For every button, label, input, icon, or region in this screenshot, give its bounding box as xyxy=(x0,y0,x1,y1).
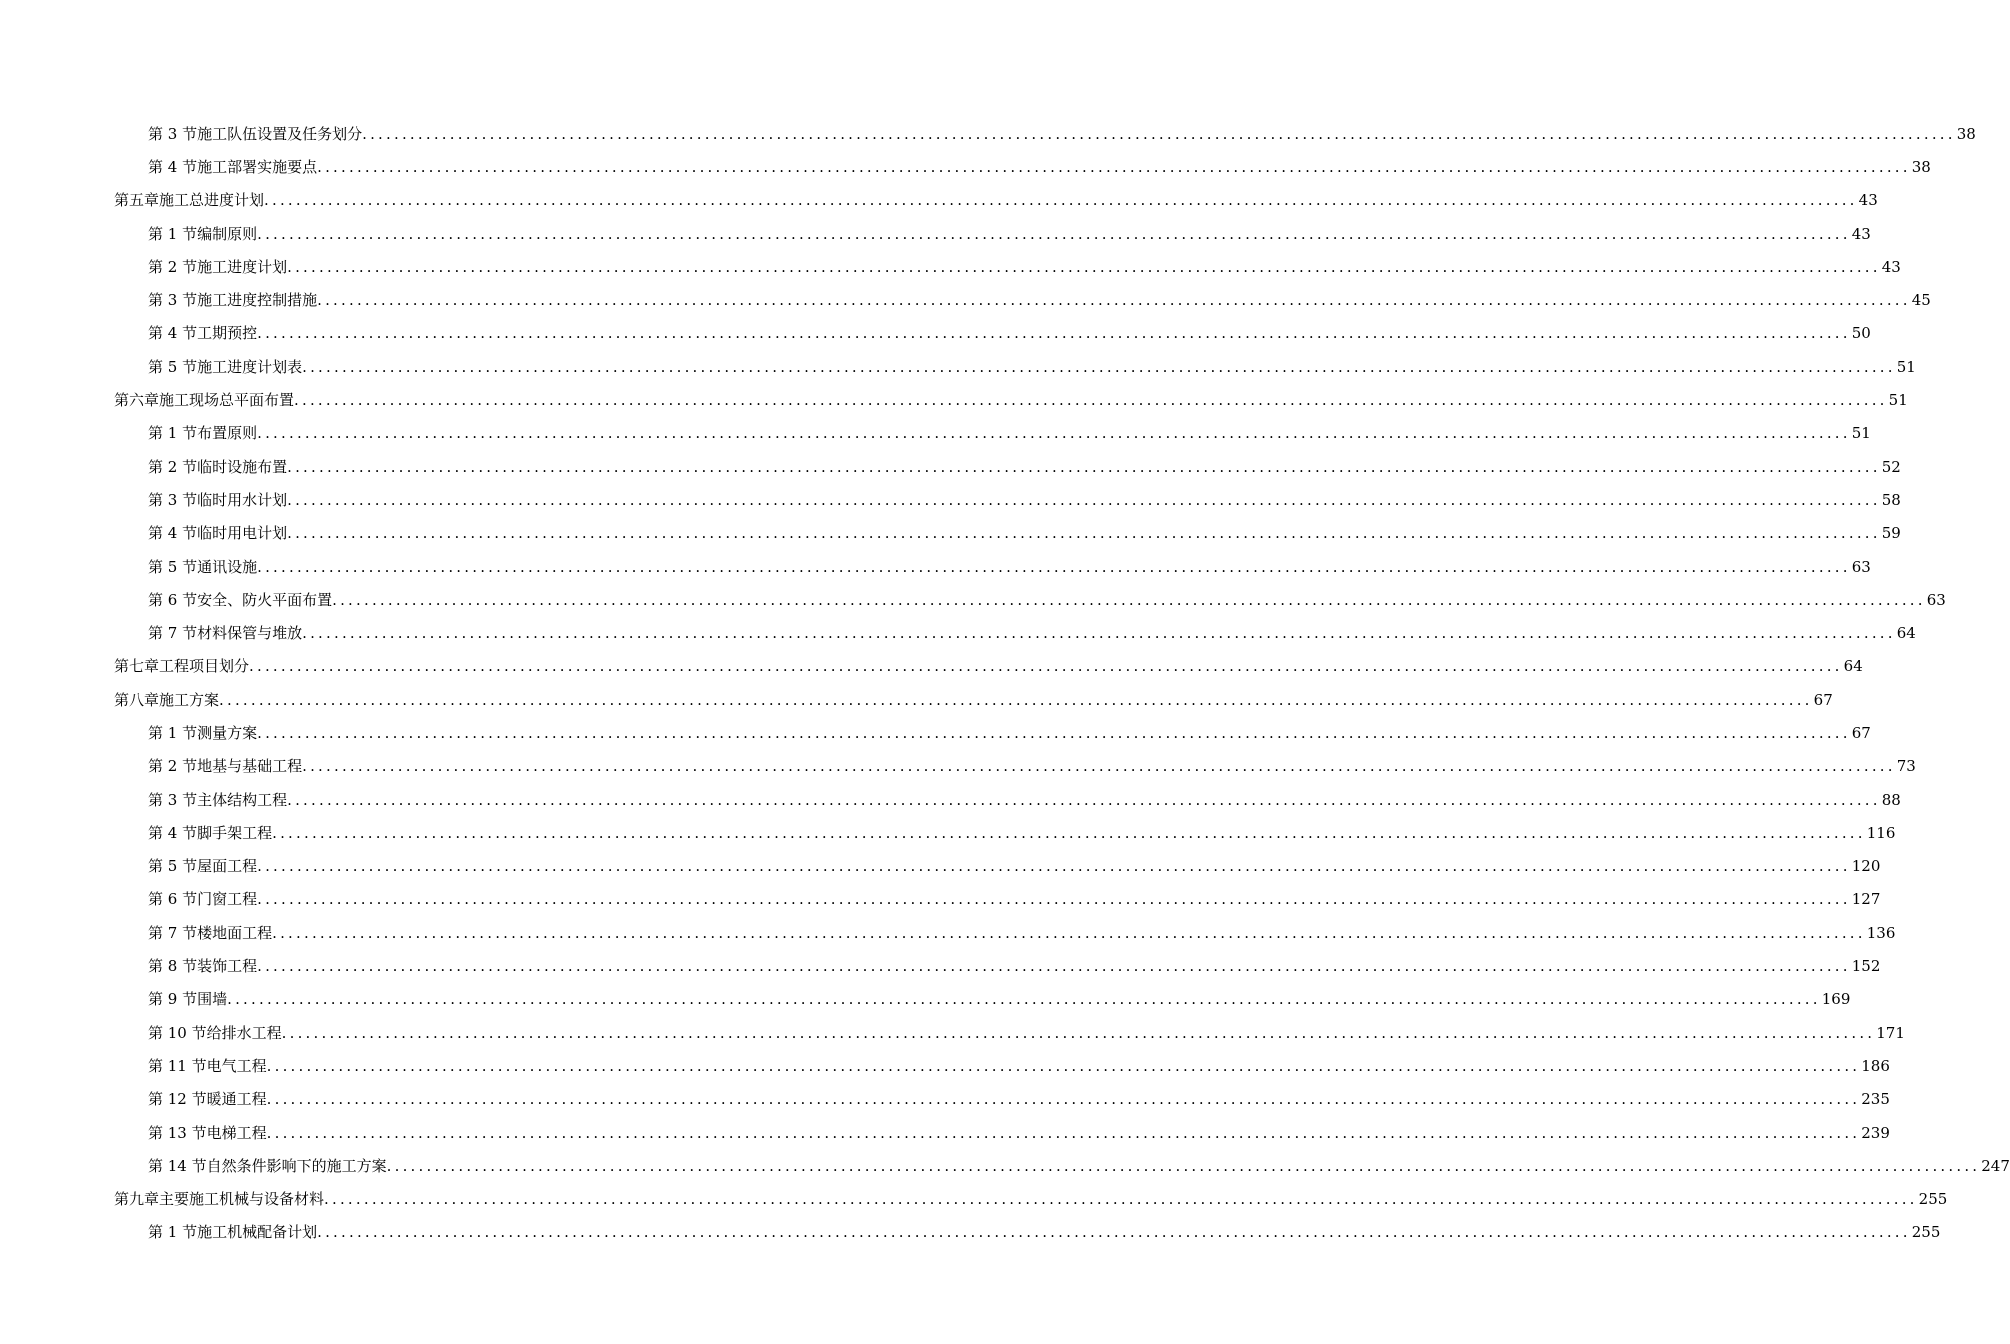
toc-chapter-entry[interactable] xyxy=(0,184,1878,217)
toc-entry-title: 电气工程 xyxy=(206,1056,267,1075)
toc-entry-number: 第 3 节 xyxy=(148,490,198,509)
toc-entry-number: 第 2 节 xyxy=(148,757,198,776)
toc-entry-line xyxy=(148,257,1901,277)
toc-section-entry[interactable] xyxy=(0,283,1931,316)
toc-entry-title: 临时用电计划 xyxy=(197,524,288,543)
toc-entry-page-number: 59 xyxy=(1881,524,1901,543)
toc-entry-number: 第 9 节 xyxy=(148,990,198,1009)
toc-entry-page-number: 247 xyxy=(1981,1156,2010,1175)
toc-entry-page-number: 169 xyxy=(1821,990,1851,1009)
toc-entry-title: 施工机械配备计划 xyxy=(197,1223,318,1242)
toc-dot-leader: ........................................................................................................................................................................................................ xyxy=(227,990,1821,1009)
toc-section-entry[interactable] xyxy=(0,949,1881,982)
toc-section-entry[interactable] xyxy=(0,450,1901,483)
toc-entry-line xyxy=(148,790,1901,810)
toc-entry-title: 给排水工程 xyxy=(206,1023,282,1042)
toc-entry-page-number: 239 xyxy=(1861,1123,1890,1142)
toc-dot-leader: ........................................................................................................................................................................................................ xyxy=(257,224,1851,243)
toc-section-entry[interactable] xyxy=(0,1016,1905,1049)
toc-section-entry[interactable] xyxy=(0,616,1916,649)
toc-dot-leader: ........................................................................................................................................................................................................ xyxy=(257,857,1851,876)
toc-entry-line xyxy=(114,1189,1948,1209)
toc-entry-title: 通讯设施 xyxy=(197,557,258,576)
toc-entry-number: 第 13 节 xyxy=(148,1123,207,1142)
toc-entry-number: 第 1 节 xyxy=(148,224,198,243)
toc-entry-title: 电梯工程 xyxy=(206,1123,267,1142)
toc-entry-page-number: 50 xyxy=(1851,324,1871,343)
toc-dot-leader: ........................................................................................................................................................................................................ xyxy=(257,424,1851,443)
toc-entry-page-number: 64 xyxy=(1896,624,1916,643)
toc-dot-leader: ........................................................................................................................................................................................................ xyxy=(266,1056,1861,1075)
toc-section-entry[interactable] xyxy=(0,1049,1890,1082)
toc-entry-line xyxy=(148,423,1871,443)
toc-entry-page-number: 38 xyxy=(1956,124,1976,143)
toc-entry-page-number: 73 xyxy=(1896,757,1916,776)
toc-entry-line xyxy=(148,490,1901,510)
toc-entry-line xyxy=(148,290,1931,310)
toc-dot-leader: ........................................................................................................................................................................................................ xyxy=(317,291,1911,310)
toc-entry-line xyxy=(148,557,1871,577)
toc-section-entry[interactable] xyxy=(0,350,1916,383)
toc-entry-number: 第 3 节 xyxy=(148,124,198,143)
toc-entry-line xyxy=(148,523,1901,543)
toc-section-entry[interactable] xyxy=(0,883,1881,916)
toc-entry-page-number: 152 xyxy=(1851,957,1881,976)
toc-dot-leader: ........................................................................................................................................................................................................ xyxy=(287,257,1881,276)
toc-entry-line xyxy=(148,157,1931,177)
toc-entry-title: 施工现场总平面布置 xyxy=(159,391,295,410)
toc-section-entry[interactable] xyxy=(0,1149,2010,1182)
toc-dot-leader: ........................................................................................................................................................................................................ xyxy=(281,1023,1876,1042)
toc-entry-page-number: 43 xyxy=(1858,191,1878,210)
toc-entry-line xyxy=(114,390,1908,410)
toc-dot-leader: ........................................................................................................................................................................................................ xyxy=(317,157,1911,176)
toc-entry-line xyxy=(148,590,1946,610)
toc-entry-number: 第五章 xyxy=(114,191,160,210)
toc-section-entry[interactable] xyxy=(0,417,1871,450)
toc-entry-page-number: 88 xyxy=(1881,790,1901,809)
toc-entry-line xyxy=(148,989,1851,1009)
toc-entry-line xyxy=(148,323,1871,343)
toc-entry-page-number: 255 xyxy=(1918,1190,1948,1209)
toc-entry-line xyxy=(148,756,1916,776)
toc-entry-title: 围墙 xyxy=(197,990,228,1009)
toc-entry-title: 临时设施布置 xyxy=(197,457,288,476)
toc-dot-leader: ........................................................................................................................................................................................................ xyxy=(257,957,1851,976)
table-of-contents xyxy=(0,117,2010,1249)
toc-dot-leader: ........................................................................................................................................................................................................ xyxy=(302,357,1896,376)
toc-section-entry[interactable] xyxy=(0,517,1901,550)
toc-entry-page-number: 51 xyxy=(1851,424,1871,443)
toc-entry-number: 第 14 节 xyxy=(148,1156,207,1175)
toc-entry-title: 装饰工程 xyxy=(197,957,258,976)
toc-entry-page-number: 136 xyxy=(1866,923,1896,942)
toc-dot-leader: ........................................................................................................................................................................................................ xyxy=(257,324,1851,343)
toc-section-entry[interactable] xyxy=(0,983,1851,1016)
toc-chapter-entry[interactable] xyxy=(0,650,1863,683)
toc-section-entry[interactable] xyxy=(0,1116,1890,1149)
toc-entry-title: 安全、防火平面布置 xyxy=(197,590,333,609)
toc-entry-line xyxy=(148,923,1896,943)
toc-dot-leader: ........................................................................................................................................................................................................ xyxy=(264,191,1858,210)
toc-dot-leader: ........................................................................................................................................................................................................ xyxy=(266,1090,1861,1109)
toc-entry-line xyxy=(148,856,1881,876)
toc-entry-page-number: 127 xyxy=(1851,890,1881,909)
toc-entry-number: 第 2 节 xyxy=(148,457,198,476)
toc-entry-title: 测量方案 xyxy=(197,723,258,742)
toc-dot-leader: ........................................................................................................................................................................................................ xyxy=(249,657,1843,676)
toc-entry-page-number: 116 xyxy=(1866,823,1896,842)
toc-section-entry[interactable] xyxy=(0,783,1901,816)
toc-entry-line xyxy=(114,656,1863,676)
toc-entry-title: 施工进度计划 xyxy=(197,257,288,276)
toc-entry-line xyxy=(148,1089,1890,1109)
toc-entry-page-number: 51 xyxy=(1888,391,1908,410)
toc-entry-page-number: 64 xyxy=(1843,657,1863,676)
toc-section-entry[interactable] xyxy=(0,117,1976,150)
toc-dot-leader: ........................................................................................................................................................................................................ xyxy=(257,890,1851,909)
toc-entry-line xyxy=(148,1123,1890,1143)
toc-section-entry[interactable] xyxy=(0,217,1871,250)
toc-entry-title: 门窗工程 xyxy=(197,890,258,909)
toc-entry-line xyxy=(148,623,1916,643)
toc-entry-line xyxy=(148,889,1881,909)
toc-dot-leader: ........................................................................................................................................................................................................ xyxy=(257,723,1851,742)
toc-entry-title: 临时用水计划 xyxy=(197,490,288,509)
toc-dot-leader: ........................................................................................................................................................................................................ xyxy=(257,557,1851,576)
toc-entry-title: 施工方案 xyxy=(159,690,220,709)
toc-dot-leader: ........................................................................................................................................................................................................ xyxy=(302,624,1896,643)
toc-dot-leader: ........................................................................................................................................................................................................ xyxy=(386,1156,1981,1175)
toc-section-entry[interactable] xyxy=(0,850,1881,883)
toc-section-entry[interactable] xyxy=(0,317,1871,350)
toc-entry-title: 施工总进度计划 xyxy=(159,191,265,210)
toc-entry-title: 暖通工程 xyxy=(206,1090,267,1109)
toc-entry-title: 主体结构工程 xyxy=(197,790,288,809)
toc-entry-number: 第 6 节 xyxy=(148,890,198,909)
toc-chapter-entry[interactable] xyxy=(0,1183,1948,1216)
toc-entry-page-number: 171 xyxy=(1876,1023,1905,1042)
toc-entry-page-number: 235 xyxy=(1861,1090,1890,1109)
toc-entry-title: 屋面工程 xyxy=(197,857,258,876)
toc-dot-leader: ........................................................................................................................................................................................................ xyxy=(219,690,1813,709)
toc-entry-number: 第 1 节 xyxy=(148,424,198,443)
toc-entry-line xyxy=(114,190,1878,210)
toc-entry-page-number: 63 xyxy=(1926,590,1946,609)
toc-dot-leader: ........................................................................................................................................................................................................ xyxy=(272,823,1866,842)
toc-entry-title: 楼地面工程 xyxy=(197,923,273,942)
toc-entry-number: 第 5 节 xyxy=(148,857,198,876)
toc-section-entry[interactable] xyxy=(0,750,1916,783)
toc-dot-leader: ........................................................................................................................................................................................................ xyxy=(266,1123,1861,1142)
toc-entry-line xyxy=(148,1023,1905,1043)
toc-dot-leader: ........................................................................................................................................................................................................ xyxy=(324,1190,1918,1209)
toc-dot-leader: ........................................................................................................................................................................................................ xyxy=(294,391,1888,410)
toc-entry-number: 第 4 节 xyxy=(148,157,198,176)
toc-entry-page-number: 186 xyxy=(1861,1056,1890,1075)
toc-dot-leader: ........................................................................................................................................................................................................ xyxy=(362,124,1956,143)
toc-entry-number: 第 1 节 xyxy=(148,723,198,742)
toc-entry-line xyxy=(148,823,1896,843)
toc-entry-line xyxy=(148,457,1901,477)
toc-entry-title: 施工队伍设置及任务划分 xyxy=(197,124,363,143)
toc-entry-title: 自然条件影响下的施工方案 xyxy=(206,1156,387,1175)
toc-entry-title: 主要施工机械与设备材料 xyxy=(159,1190,325,1209)
toc-entry-number: 第 7 节 xyxy=(148,624,198,643)
toc-dot-leader: ........................................................................................................................................................................................................ xyxy=(287,524,1881,543)
toc-entry-number: 第 1 节 xyxy=(148,1223,198,1242)
toc-entry-number: 第 2 节 xyxy=(148,257,198,276)
toc-section-entry[interactable] xyxy=(0,1083,1890,1116)
toc-entry-line xyxy=(148,1222,1941,1242)
toc-entry-page-number: 43 xyxy=(1851,224,1871,243)
toc-entry-page-number: 255 xyxy=(1911,1223,1941,1242)
toc-section-entry[interactable] xyxy=(0,1216,1941,1249)
toc-entry-title: 地基与基础工程 xyxy=(197,757,303,776)
toc-section-entry[interactable] xyxy=(0,150,1931,183)
toc-entry-title: 布置原则 xyxy=(197,424,258,443)
toc-entry-title: 施工部署实施要点 xyxy=(197,157,318,176)
toc-entry-number: 第 4 节 xyxy=(148,524,198,543)
toc-dot-leader: ........................................................................................................................................................................................................ xyxy=(287,490,1881,509)
toc-entry-number: 第 3 节 xyxy=(148,291,198,310)
toc-entry-page-number: 67 xyxy=(1851,723,1871,742)
toc-entry-number: 第 3 节 xyxy=(148,790,198,809)
toc-entry-title: 工期预控 xyxy=(197,324,258,343)
toc-section-entry[interactable] xyxy=(0,250,1901,283)
toc-entry-number: 第 5 节 xyxy=(148,357,198,376)
toc-entry-page-number: 51 xyxy=(1896,357,1916,376)
toc-dot-leader: ........................................................................................................................................................................................................ xyxy=(272,923,1866,942)
toc-chapter-entry[interactable] xyxy=(0,383,1908,416)
toc-entry-line xyxy=(148,1056,1890,1076)
toc-entry-line xyxy=(148,124,1976,144)
toc-entry-title: 材料保管与堆放 xyxy=(197,624,303,643)
toc-entry-line xyxy=(148,357,1916,377)
toc-entry-line xyxy=(148,956,1881,976)
toc-entry-number: 第 7 节 xyxy=(148,923,198,942)
toc-dot-leader: ........................................................................................................................................................................................................ xyxy=(302,757,1896,776)
toc-entry-number: 第 10 节 xyxy=(148,1023,207,1042)
toc-entry-line xyxy=(148,224,1871,244)
toc-entry-line xyxy=(148,1156,2010,1176)
toc-entry-number: 第 11 节 xyxy=(148,1056,207,1075)
toc-section-entry[interactable] xyxy=(0,716,1871,749)
toc-entry-number: 第 12 节 xyxy=(148,1090,207,1109)
toc-entry-number: 第 4 节 xyxy=(148,324,198,343)
toc-entry-page-number: 63 xyxy=(1851,557,1871,576)
toc-entry-number: 第八章 xyxy=(114,690,160,709)
toc-section-entry[interactable] xyxy=(0,583,1946,616)
toc-entry-title: 编制原则 xyxy=(197,224,258,243)
toc-dot-leader: ........................................................................................................................................................................................................ xyxy=(287,790,1881,809)
toc-entry-number: 第 4 节 xyxy=(148,823,198,842)
toc-entry-page-number: 120 xyxy=(1851,857,1881,876)
toc-entry-title: 工程项目划分 xyxy=(159,657,250,676)
toc-section-entry[interactable] xyxy=(0,816,1896,849)
toc-chapter-entry[interactable] xyxy=(0,683,1833,716)
toc-entry-page-number: 45 xyxy=(1911,291,1931,310)
toc-entry-page-number: 52 xyxy=(1881,457,1901,476)
toc-entry-page-number: 58 xyxy=(1881,490,1901,509)
toc-dot-leader: ........................................................................................................................................................................................................ xyxy=(287,457,1881,476)
toc-section-entry[interactable] xyxy=(0,483,1901,516)
toc-entry-title: 脚手架工程 xyxy=(197,823,273,842)
toc-entry-number: 第九章 xyxy=(114,1190,160,1209)
toc-section-entry[interactable] xyxy=(0,916,1896,949)
toc-entry-number: 第六章 xyxy=(114,391,160,410)
toc-entry-page-number: 43 xyxy=(1881,257,1901,276)
toc-entry-line xyxy=(148,723,1871,743)
toc-entry-title: 施工进度计划表 xyxy=(197,357,303,376)
toc-dot-leader: ........................................................................................................................................................................................................ xyxy=(332,590,1926,609)
toc-entry-page-number: 67 xyxy=(1813,690,1833,709)
toc-entry-number: 第 5 节 xyxy=(148,557,198,576)
toc-entry-number: 第 8 节 xyxy=(148,957,198,976)
toc-entry-number: 第 6 节 xyxy=(148,590,198,609)
toc-entry-title: 施工进度控制措施 xyxy=(197,291,318,310)
toc-entry-page-number: 38 xyxy=(1911,157,1931,176)
toc-dot-leader: ........................................................................................................................................................................................................ xyxy=(317,1223,1911,1242)
toc-entry-number: 第七章 xyxy=(114,657,160,676)
toc-entry-line xyxy=(114,690,1833,710)
toc-section-entry[interactable] xyxy=(0,550,1871,583)
